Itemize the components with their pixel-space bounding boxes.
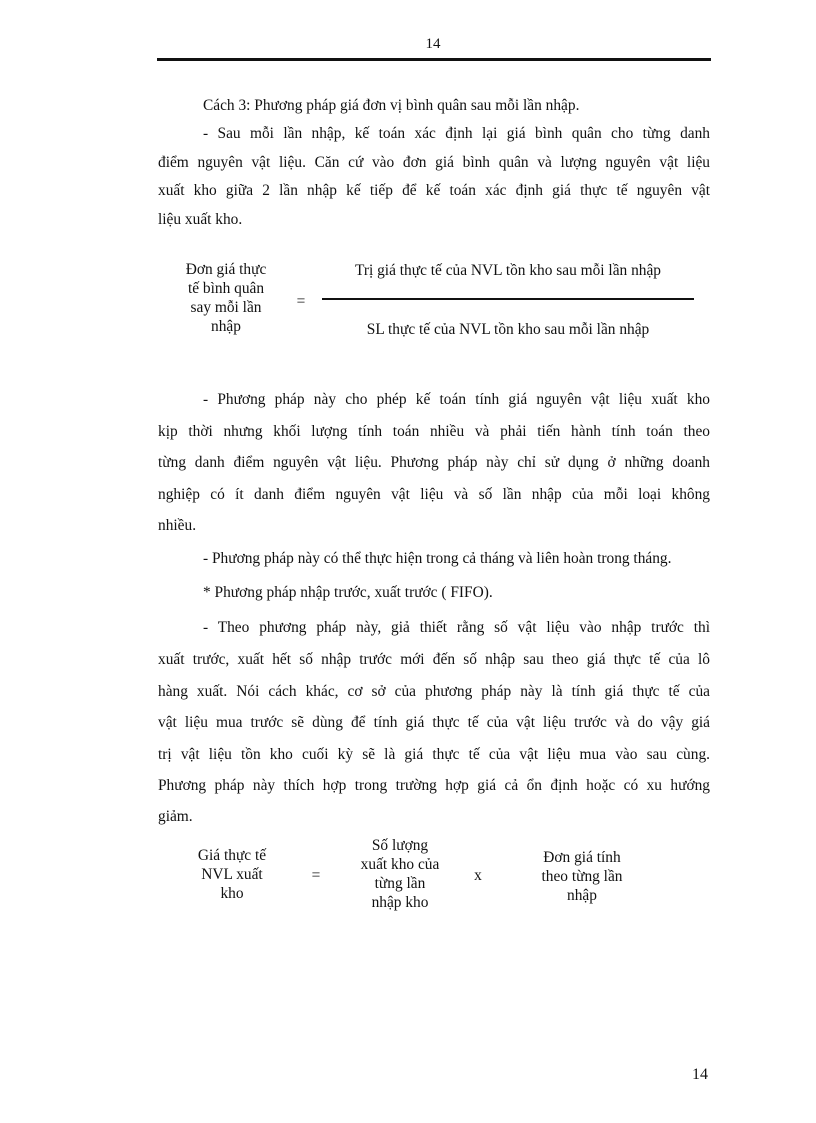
header-page-number: 14	[425, 36, 441, 52]
formula2-left-term	[176, 846, 288, 903]
fifo-heading: * Phương pháp nhập trước, xuất trước ( FIFO).	[203, 584, 493, 601]
formula1-left-line: tế bình quân	[187, 280, 265, 297]
paragraph-line: kịp thời nhưng khối lượng tính toán nhiều và phải tiến hành tính toán theo	[158, 423, 710, 440]
paragraph-line: xuất trước, xuất hết số nhập trước mới đến số nhập sau theo giá thực tế của lô	[158, 651, 710, 668]
paragraph-line: Phương pháp này thích hợp trong trường hợp giá cả ổn định hoặc có xu hướng	[158, 777, 710, 794]
paragraph-line: xuất kho giữa 2 lần nhập kế tiếp để kế toán xác định giá thực tế nguyên vật	[158, 182, 710, 199]
formula1-numerator: Trị giá thực tế của NVL tồn kho sau mỗi lần nhập	[355, 262, 661, 279]
formula1-equals-sign: =	[296, 293, 306, 310]
paragraph-line: hàng xuất. Nói cách khác, cơ sở của phương pháp này là tính giá thực tế của	[158, 683, 710, 700]
formula2-middle-line: xuất kho của	[360, 856, 440, 873]
formula2-right-line: nhập	[567, 887, 597, 904]
paragraph-line: vật liệu mua trước sẽ dùng để tính giá thực tế của vật liệu trước và do vậy giá	[158, 714, 710, 731]
formula2-left-line: NVL xuất	[201, 866, 263, 883]
paragraph-line: nghiệp có ít danh điểm nguyên vật liệu và số lần nhập của mỗi loại không	[158, 486, 710, 503]
paragraph-line: giảm.	[158, 808, 193, 825]
header-divider	[157, 58, 711, 61]
formula2-left-line: kho	[220, 885, 244, 902]
paragraph-line: trị vật liệu tồn kho cuối kỳ sẽ là giá thực tế của vật liệu mua vào sau cùng.	[158, 746, 710, 763]
section-heading-method-3: Cách 3: Phương pháp giá đơn vị bình quân sau mỗi lần nhập.	[203, 97, 580, 114]
formula1-left-line: say mỗi lần	[190, 299, 262, 316]
formula2-right-line: theo từng lần	[541, 868, 623, 885]
paragraph-line: - Sau mỗi lần nhập, kế toán xác định lại giá bình quân cho từng danh	[203, 125, 710, 142]
formula1-left-line: nhập	[211, 318, 241, 335]
formula2-unit-price-term	[520, 848, 644, 905]
formula2-quantity-term	[344, 836, 456, 912]
paragraph-line: từng danh điểm nguyên vật liệu. Phương pháp này chỉ sử dụng ở những doanh	[158, 454, 710, 471]
formula1-denominator: SL thực tế của NVL tồn kho sau mỗi lần nhập	[366, 321, 650, 338]
footer-page-number: 14	[692, 1066, 708, 1083]
formula1-left-term	[168, 260, 284, 336]
formula2-middle-line: từng lần	[374, 875, 426, 892]
paragraph-line: điểm nguyên vật liệu. Căn cứ vào đơn giá bình quân và lượng nguyên vật liệu	[158, 154, 710, 171]
formula2-equals-sign: =	[311, 867, 321, 884]
formula2-middle-line: Số lượng	[371, 837, 429, 854]
formula2-left-line: Giá thực tế	[197, 847, 267, 864]
formula2-right-line: Đơn giá tính	[543, 849, 621, 866]
formula2-middle-line: nhập kho	[371, 894, 429, 911]
paragraph-line: liệu xuất kho.	[158, 211, 243, 228]
paragraph-line: nhiều.	[158, 517, 197, 534]
paragraph-line: - Phương pháp này có thể thực hiện trong cả tháng và liên hoàn trong tháng.	[203, 550, 672, 567]
formula1-fraction-bar	[322, 298, 694, 300]
formula2-times-sign: x	[474, 867, 482, 884]
paragraph-line: - Theo phương pháp này, giả thiết rằng số vật liệu vào nhập trước thì	[203, 619, 710, 636]
paragraph-line: - Phương pháp này cho phép kế toán tính giá nguyên vật liệu xuất kho	[203, 391, 710, 408]
formula1-left-line: Đơn giá thực	[185, 261, 267, 278]
